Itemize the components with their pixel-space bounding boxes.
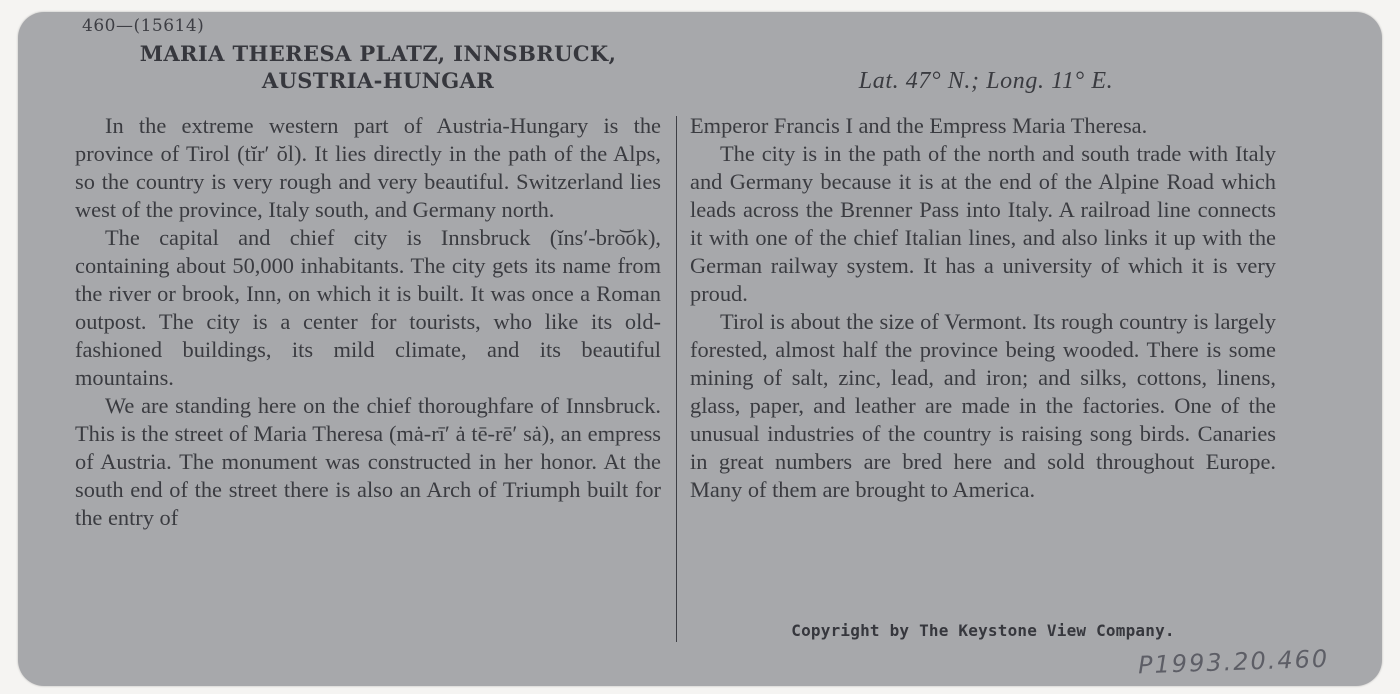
accession-number: P1993.20.460 — [1137, 644, 1330, 680]
right-text-column — [690, 112, 1276, 504]
card-title — [78, 40, 678, 94]
card-title-line-1: MARIA THERESA PLATZ, INNSBRUCK, — [139, 41, 617, 66]
card-title-line-2: AUSTRIA-HUNGAR — [261, 68, 495, 93]
paragraph: Tirol is about the size of Vermont. Its rough country is largely forested, almost half the province being wooded. There is some mining of salt, zinc, lead, and iron; and silks, cottons, linens, glass, paper, and leather are made in the factories. One of the unusual industries of the country is raising song birds. Canaries in great numbers are bred here and sold throughout Europe. Many of them are brought to America. — [690, 309, 1276, 502]
stereoview-card-back — [18, 12, 1382, 686]
paragraph-continuation: Emperor Francis I and the Empress Maria Theresa. — [690, 113, 1148, 138]
copyright-line: Copyright by The Keystone View Company. — [791, 621, 1175, 640]
paragraph: In the extreme western part of Austria-Hungary is the province of Tirol (tĭr′ ŏl). It lies directly in the path of the Alps, so the country is very rough and very beautiful. Switzerland lies west of the province, Italy south, and Germany north. — [75, 113, 661, 222]
catalog-number: 460—(15614) — [82, 16, 205, 36]
paragraph: We are standing here on the chief thoroughfare of Innsbruck. This is the street of Maria Theresa (mȧ-rī′ ȧ tē-rē′ sȧ), an empress of Austria. The monument was constructed in her honor. At the south end of the street there is also an Arch of Triumph built for the entry of — [75, 393, 661, 530]
left-text-column — [75, 112, 661, 532]
paragraph: The capital and chief city is Innsbruck (ĭns′-bro͝ok), containing about 50,000 inhabitants. The city gets its name from the river or brook, Inn, on which it is built. It was once a Roman outpost. The city is a center for tourists, who like its old-fashioned buildings, its mild climate, and its beautiful mountains. — [75, 225, 661, 390]
column-divider — [676, 116, 677, 642]
lat-long-label: Lat. 47° N.; Long. 11° E. — [858, 68, 1114, 94]
paragraph: The city is in the path of the north and south trade with Italy and Germany because it is at the end of the Alpine Road which leads across the Brenner Pass into Italy. A railroad line connects it with one of the chief Italian lines, and also links it up with the German railway system. It has a university of which it is very proud. — [690, 141, 1276, 306]
